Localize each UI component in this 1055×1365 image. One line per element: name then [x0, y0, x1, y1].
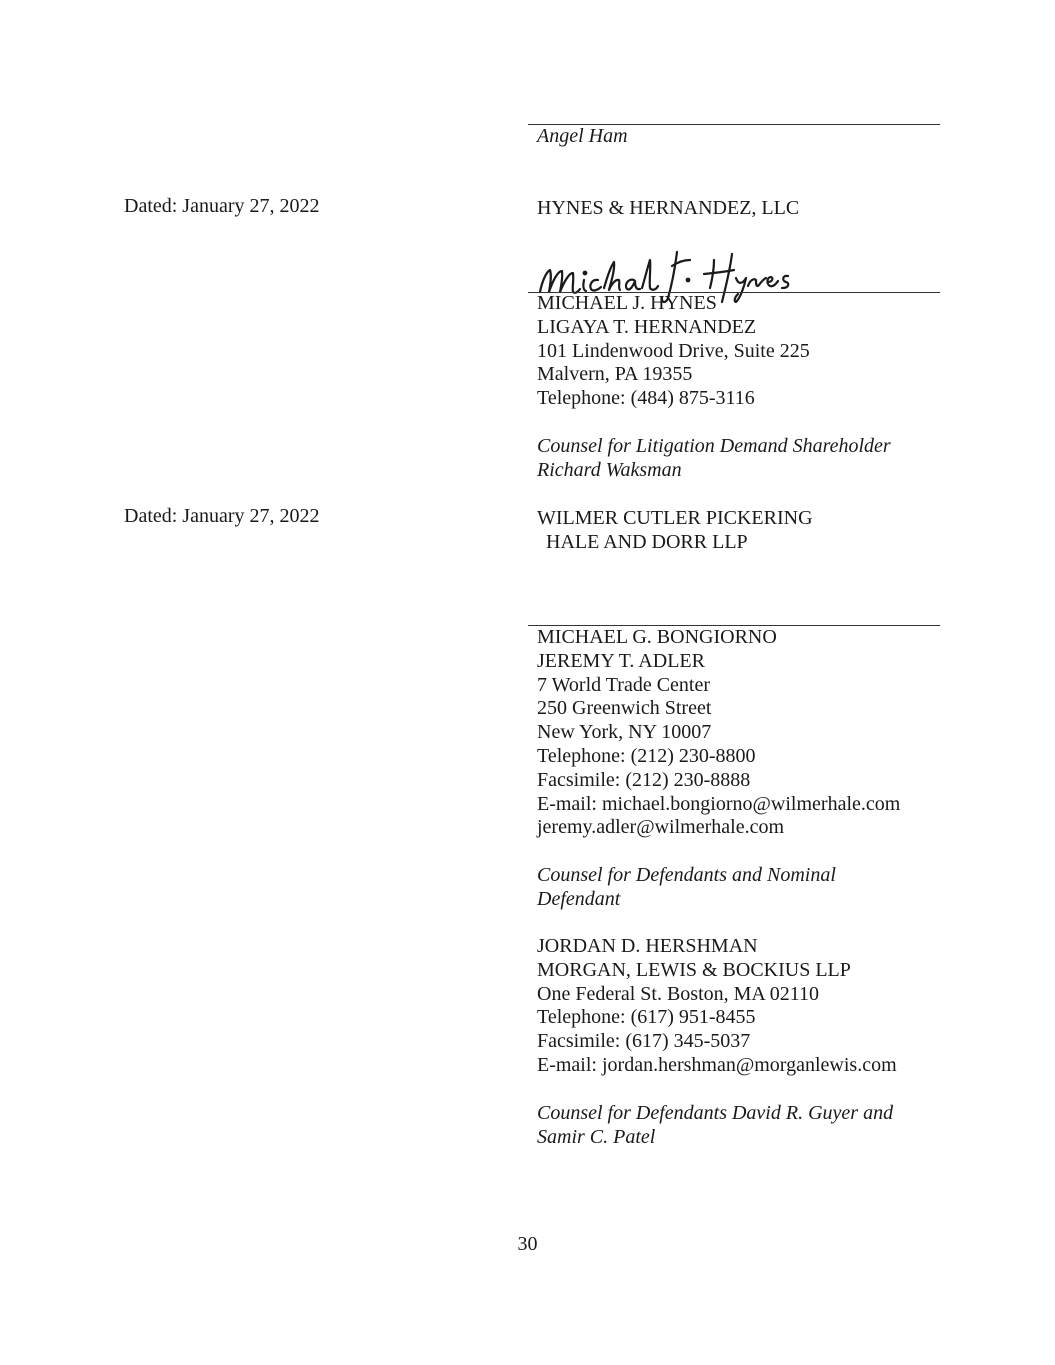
telephone-line: Telephone: (212) 230-8800: [537, 744, 756, 767]
attorney-name: MICHAEL J. HYNES: [537, 292, 717, 314]
attorney-name: JEREMY T. ADLER: [537, 649, 705, 672]
attorney-name: MICHAEL G. BONGIORNO: [537, 626, 777, 648]
firm-name: HYNES & HERNANDEZ, LLC: [537, 197, 800, 219]
firm-name-wilmer: [537, 507, 813, 555]
signer-name: Angel Ham: [537, 125, 628, 147]
hynes-contact-block: [537, 292, 810, 411]
counsel-line: Samir C. Patel: [537, 1125, 656, 1148]
counsel-line: Richard Waksman: [537, 458, 682, 481]
dated-line-2: Dated: January 27, 2022: [124, 505, 320, 527]
counsel-line: Counsel for Defendants and Nominal: [537, 864, 836, 886]
page-number: 30: [517, 1233, 538, 1255]
counsel-designation-morgan: [537, 1102, 893, 1150]
firm-name: MORGAN, LEWIS & BOCKIUS LLP: [537, 958, 851, 981]
address-line: 7 World Trade Center: [537, 673, 711, 696]
attorney-name: JORDAN D. HERSHMAN: [537, 935, 758, 957]
address-line: 101 Lindenwood Drive, Suite 225: [537, 339, 810, 362]
address-line: Malvern, PA 19355: [537, 363, 693, 386]
telephone-line: Telephone: (484) 875-3116: [537, 387, 755, 410]
telephone-line: Telephone: (617) 951-8455: [537, 1006, 756, 1029]
address-line: New York, NY 10007: [537, 721, 712, 744]
counsel-designation-wilmer: [537, 864, 836, 912]
signer-name-ham: [537, 125, 628, 149]
firm-name-hynes: [537, 197, 799, 221]
counsel-line: Counsel for Defendants David R. Guyer and: [537, 1102, 894, 1124]
firm-name-line: WILMER CUTLER PICKERING: [537, 507, 813, 529]
email-line: jeremy.adler@wilmerhale.com: [537, 816, 785, 839]
email-line: E-mail: michael.bongiorno@wilmerhale.com: [537, 792, 901, 815]
morgan-contact-block: [537, 935, 897, 1078]
facsimile-line: Facsimile: (617) 345-5037: [537, 1030, 751, 1053]
address-line: 250 Greenwich Street: [537, 697, 712, 720]
counsel-line: Defendant: [537, 887, 621, 910]
email-line: E-mail: jordan.hershman@morganlewis.com: [537, 1053, 897, 1076]
counsel-designation-hynes: [537, 435, 891, 483]
facsimile-line: Facsimile: (212) 230-8888: [537, 768, 751, 791]
attorney-name: LIGAYA T. HERNANDEZ: [537, 315, 757, 338]
address-line: One Federal St. Boston, MA 02110: [537, 982, 820, 1005]
firm-name-line: HALE AND DORR LLP: [546, 530, 748, 553]
dated-line-1: Dated: January 27, 2022: [124, 195, 320, 217]
counsel-line: Counsel for Litigation Demand Shareholder: [537, 435, 891, 457]
wilmer-contact-block: [537, 626, 900, 840]
